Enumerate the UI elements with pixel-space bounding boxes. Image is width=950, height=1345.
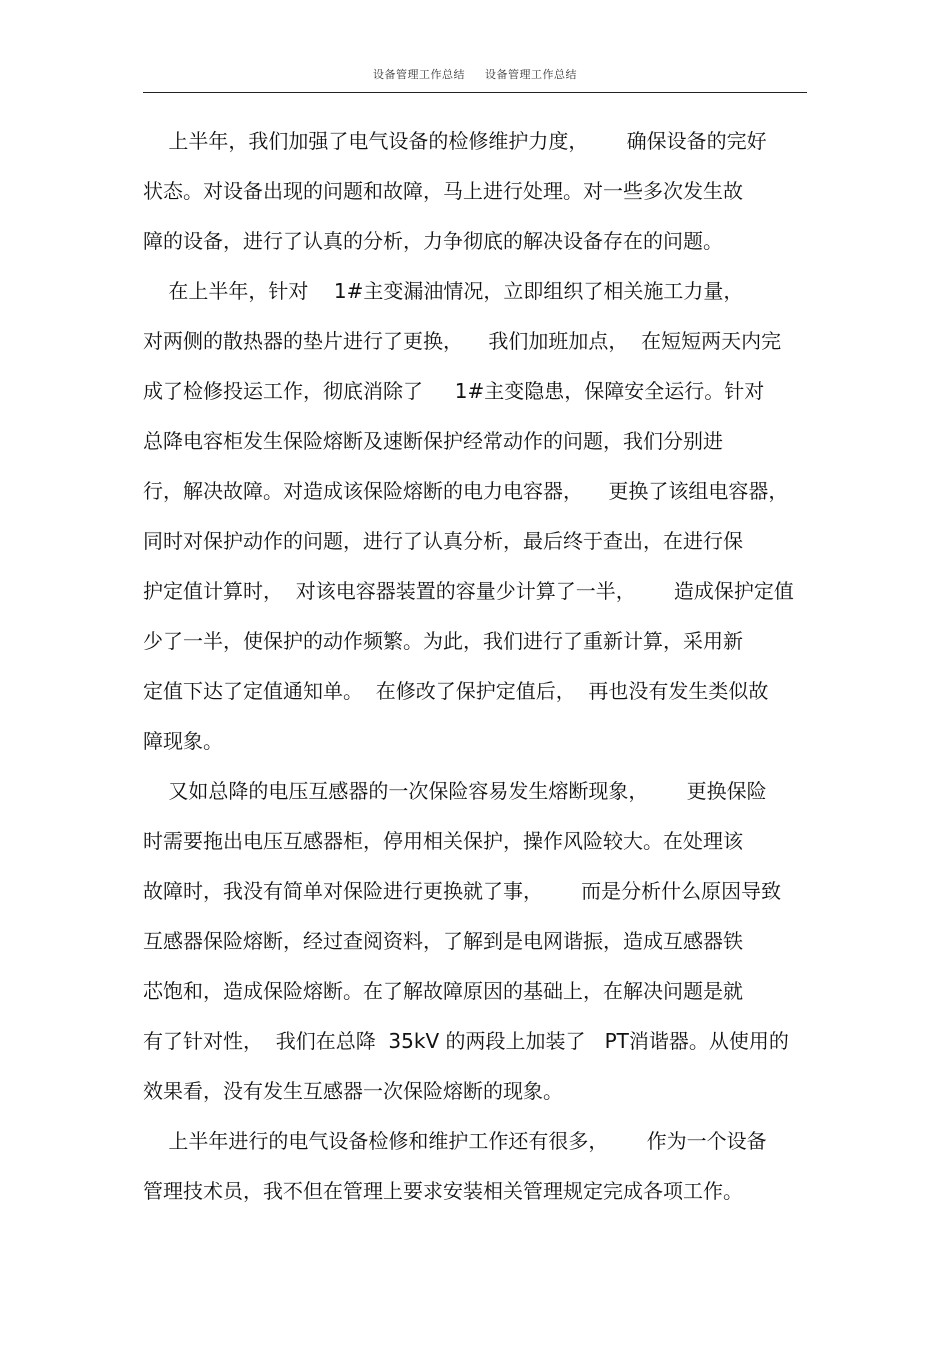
running-header bbox=[143, 66, 807, 86]
header-title-left: 设备管理工作总结 bbox=[373, 68, 465, 81]
body-line: 状态。对设备出现的问题和故障，马上进行处理。对一些多次发生故 bbox=[143, 179, 743, 203]
body-line: 总降电容柜发生保险熔断及速断保护经常动作的问题，我们分别进 bbox=[143, 429, 723, 453]
body-line: 障的设备，进行了认真的分析，力争彻底的解决设备存在的问题。 bbox=[143, 229, 723, 253]
body-line: 障现象。 bbox=[143, 729, 223, 753]
body-line: 少了一半，使保护的动作频繁。为此，我们进行了重新计算，采用新 bbox=[143, 629, 743, 653]
body-line: 行，解决故障。对造成该保险熔断的电力电容器， 更换了该组电容器， bbox=[143, 479, 789, 503]
body-line: 护定值计算时， 对该电容器装置的容量少计算了一半， 造成保护定值 bbox=[143, 579, 794, 603]
body-line: 同时对保护动作的问题，进行了认真分析，最后终于查出，在进行保 bbox=[143, 529, 743, 553]
body-line: 效果看，没有发生互感器一次保险熔断的现象。 bbox=[143, 1079, 563, 1103]
body-line: 上半年进行的电气设备检修和维护工作还有很多， 作为一个设备 bbox=[143, 1129, 767, 1153]
body-line: 时需要拖出电压互感器柜，停用相关保护，操作风险较大。在处理该 bbox=[143, 829, 743, 853]
header-divider bbox=[143, 92, 807, 93]
body-line: 定值下达了定值通知单。 在修改了保护定值后， 再也没有发生类似故 bbox=[143, 679, 769, 703]
body-line: 又如总降的电压互感器的一次保险容易发生熔断现象， 更换保险 bbox=[143, 779, 767, 803]
body-line: 上半年，我们加强了电气设备的检修维护力度， 确保设备的完好 bbox=[143, 129, 767, 153]
header-title-right: 设备管理工作总结 bbox=[485, 68, 577, 81]
body-line: 故障时，我没有简单对保险进行更换就了事， 而是分析什么原因导致 bbox=[143, 879, 782, 903]
body-line: 成了检修投运工作，彻底消除了 1#主变隐患，保障安全运行。针对 bbox=[143, 379, 765, 403]
body-line: 管理技术员，我不但在管理上要求安装相关管理规定完成各项工作。 bbox=[143, 1179, 743, 1203]
body-line: 对两侧的散热器的垫片进行了更换， 我们加班加点， 在短短两天内完 bbox=[143, 329, 782, 353]
body-line: 互感器保险熔断，经过查阅资料，了解到是电网谐振，造成互感器铁 bbox=[143, 929, 743, 953]
body-line: 芯饱和，造成保险熔断。在了解故障原因的基础上，在解决问题是就 bbox=[143, 979, 743, 1003]
body-line: 在上半年，针对 1#主变漏油情况，立即组织了相关施工力量， bbox=[143, 279, 744, 303]
body-line: 有了针对性， 我们在总降 35kV 的两段上加装了 PT消谐器。从使用的 bbox=[143, 1029, 789, 1053]
